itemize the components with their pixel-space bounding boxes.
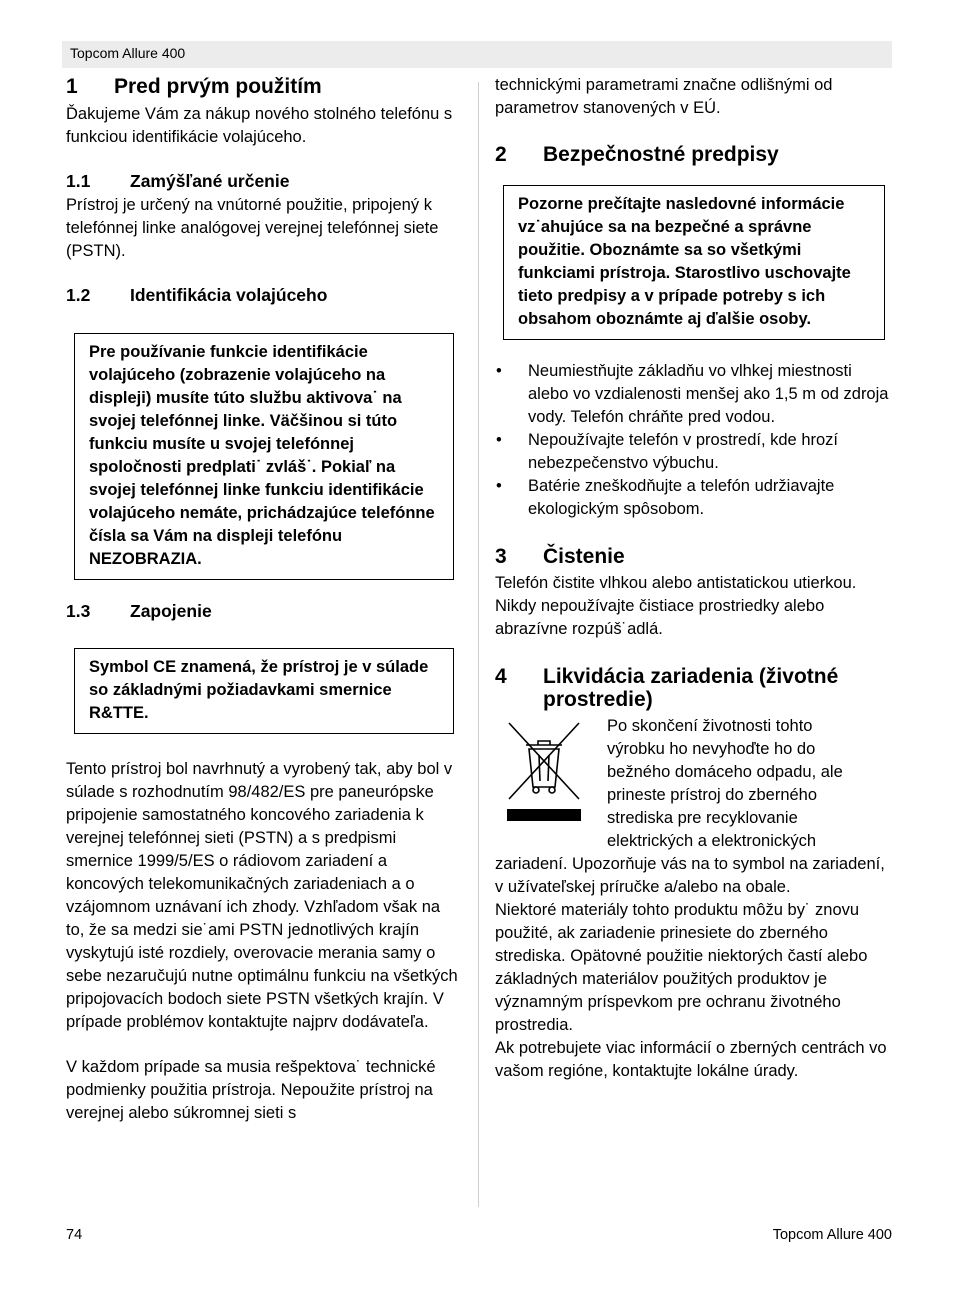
section-number: 1.2 xyxy=(66,285,91,305)
column-divider xyxy=(478,82,479,1207)
section-1-3-text-2: V každom prípade sa musia rešpektova˙ technické podmienky použitia prístroja. Nepoužite prístroj na verejnej alebo súkromnej sieti s xyxy=(66,1058,436,1122)
section-title: Identifikácia volajúceho xyxy=(130,285,328,305)
continued-text: technickými parametrami značne odlišnými od parametrov stanovených v EÚ. xyxy=(495,76,833,117)
weee-line: elektrických a elektronických xyxy=(607,832,817,850)
weee-line: bežného domáceho odpadu, ale xyxy=(607,763,843,781)
section-4-text-2: Niektoré materiály tohto produktu môžu by˙ znovu použité, ak zariadenie prinesiete do zberného strediska. Opätovné použitie niektorých častí alebo základných materiálov použitých produktov je významným príspevkom pre ochranu životného prostredia. xyxy=(495,901,868,1034)
section-1-1-heading xyxy=(66,170,460,192)
safety-notice-box: Pozorne prečítajte nasledovné informácie vz˙ahujúce sa na bezpečné a správne použitie. Oboznámte sa so všetkými funkciami prístroja. Starostlivo uschovajte tieto predpisy a v prípade potreby s ich obsahom oboznámte aj ďalšie osoby. xyxy=(503,185,885,340)
section-title: Bezpečnostné predpisy xyxy=(543,143,779,166)
section-1-1-text: Prístroj je určený na vnútorné použitie, pripojený k telefónnej linke analógovej verejnej telefónnej siete (PSTN). xyxy=(66,196,439,260)
section-number: 2 xyxy=(495,143,507,166)
section-title: Pred prvým použitím xyxy=(114,75,322,98)
page-number: 74 xyxy=(66,1227,83,1243)
page-header xyxy=(62,41,892,68)
section-1-text: Ďakujeme Vám za nákup nového stolného telefónu s funkciou identifikácie volajúceho. xyxy=(66,105,453,146)
list-item: • Neumiestňujte základňu vo vlhkej miestnosti alebo vo vzdialenosti menšej ako 1,5 m od zdroja vody. Telefón chráňte pred vodou. xyxy=(495,360,892,429)
safety-bullet-list xyxy=(495,360,892,521)
weee-line: prineste prístroj do zberného xyxy=(607,786,818,804)
section-4-text-3: Ak potrebujete viac informácií o zberných centrách vo vašom regióne, kontaktujte lokálne úrady. xyxy=(495,1039,887,1080)
section-4-text: zariadení. Upozorňuje vás na to symbol na zariadení, v užívateľskej príručke a/alebo na obale. xyxy=(495,855,885,896)
weee-line: strediska pre recyklovanie xyxy=(607,809,798,827)
section-title: Zapojenie xyxy=(130,601,212,621)
section-number: 4 xyxy=(495,665,507,688)
section-3-text: Telefón čistite vlhkou alebo antistatickou utierkou. Nikdy nepoužívajte čistiace prostriedky alebo abrazívne rozpúš˙adlá. xyxy=(495,574,857,638)
section-1-2-heading xyxy=(66,284,460,306)
left-column xyxy=(66,74,460,1125)
section-title: Likvidácia zariadenia (životné prostredie) xyxy=(543,665,839,711)
section-1-heading xyxy=(66,74,460,99)
section-4-heading xyxy=(495,665,892,711)
header-title: Topcom Allure 400 xyxy=(70,45,186,61)
weee-line: Po skončení životnosti tohto xyxy=(607,717,813,735)
section-1-3-text: Tento prístroj bol navrhnutý a vyrobený tak, aby bol v súlade s rozhodnutím 98/482/ES pre paneurópske pripojenie samostatného koncového zariadenia k verejnej telefónnej sieti (PSTN) a s predpismi smernice 1999/5/ES o rádiovom zariadení a koncových telekomunikačných zariadeniach a o vzájomnom uznávaní ich zhody. Vzhľadom však na to, že sa medzi sie˙ami PSTN jednotlivých krajín vyskytujú isté rozdiely, overovacie merania samy o sebe nezaručujú nutne optimálnu funkciu na všetkých pripojovacích bodoch siete PSTN všetkých krajín. V prípade problémov kontaktujte najprv dodávateľa. xyxy=(66,760,458,1031)
section-number: 1.1 xyxy=(66,171,91,191)
section-number: 3 xyxy=(495,545,507,568)
list-item: • Batérie zneškodňujte a telefón udržiavajte ekologickým spôsobom. xyxy=(495,475,892,521)
section-title: Zamýšľané určenie xyxy=(130,171,290,191)
section-1-3-heading xyxy=(66,600,460,622)
section-number: 1.3 xyxy=(66,601,91,621)
section-number: 1 xyxy=(66,75,78,98)
section-title: Čistenie xyxy=(543,545,625,568)
section-3-heading xyxy=(495,544,892,569)
right-column xyxy=(495,74,892,1083)
weee-line: výrobku ho nevyhoďte ho do xyxy=(607,740,816,758)
list-item: • Nepoužívajte telefón v prostredí, kde hrozí nebezpečenstvo výbuchu. xyxy=(495,429,892,475)
crossed-out-bin-icon xyxy=(505,719,583,823)
weee-paragraph xyxy=(495,715,892,853)
ce-notice-box: Symbol CE znamená, že prístroj je v súlade so základnými požiadavkami smernice R&TTE. xyxy=(74,648,454,734)
caller-id-notice-box: Pre používanie funkcie identifikácie volajúceho (zobrazenie volajúceho na displeji) musíte túto službu aktivova˙ na svojej telefónnej linke. Väčšinou si túto funkciu musíte u svojej telefónnej spoločnosti predplati˙ zvláš˙. Pokiaľ na svojej telefónnej linke funkciu identifikácie volajúceho nemáte, prichádzajúce telefónne čísla sa Vám na displeji telefónu NEZOBRAZIA. xyxy=(74,333,454,580)
section-2-heading xyxy=(495,142,892,167)
footer-product: Topcom Allure 400 xyxy=(772,1227,892,1243)
